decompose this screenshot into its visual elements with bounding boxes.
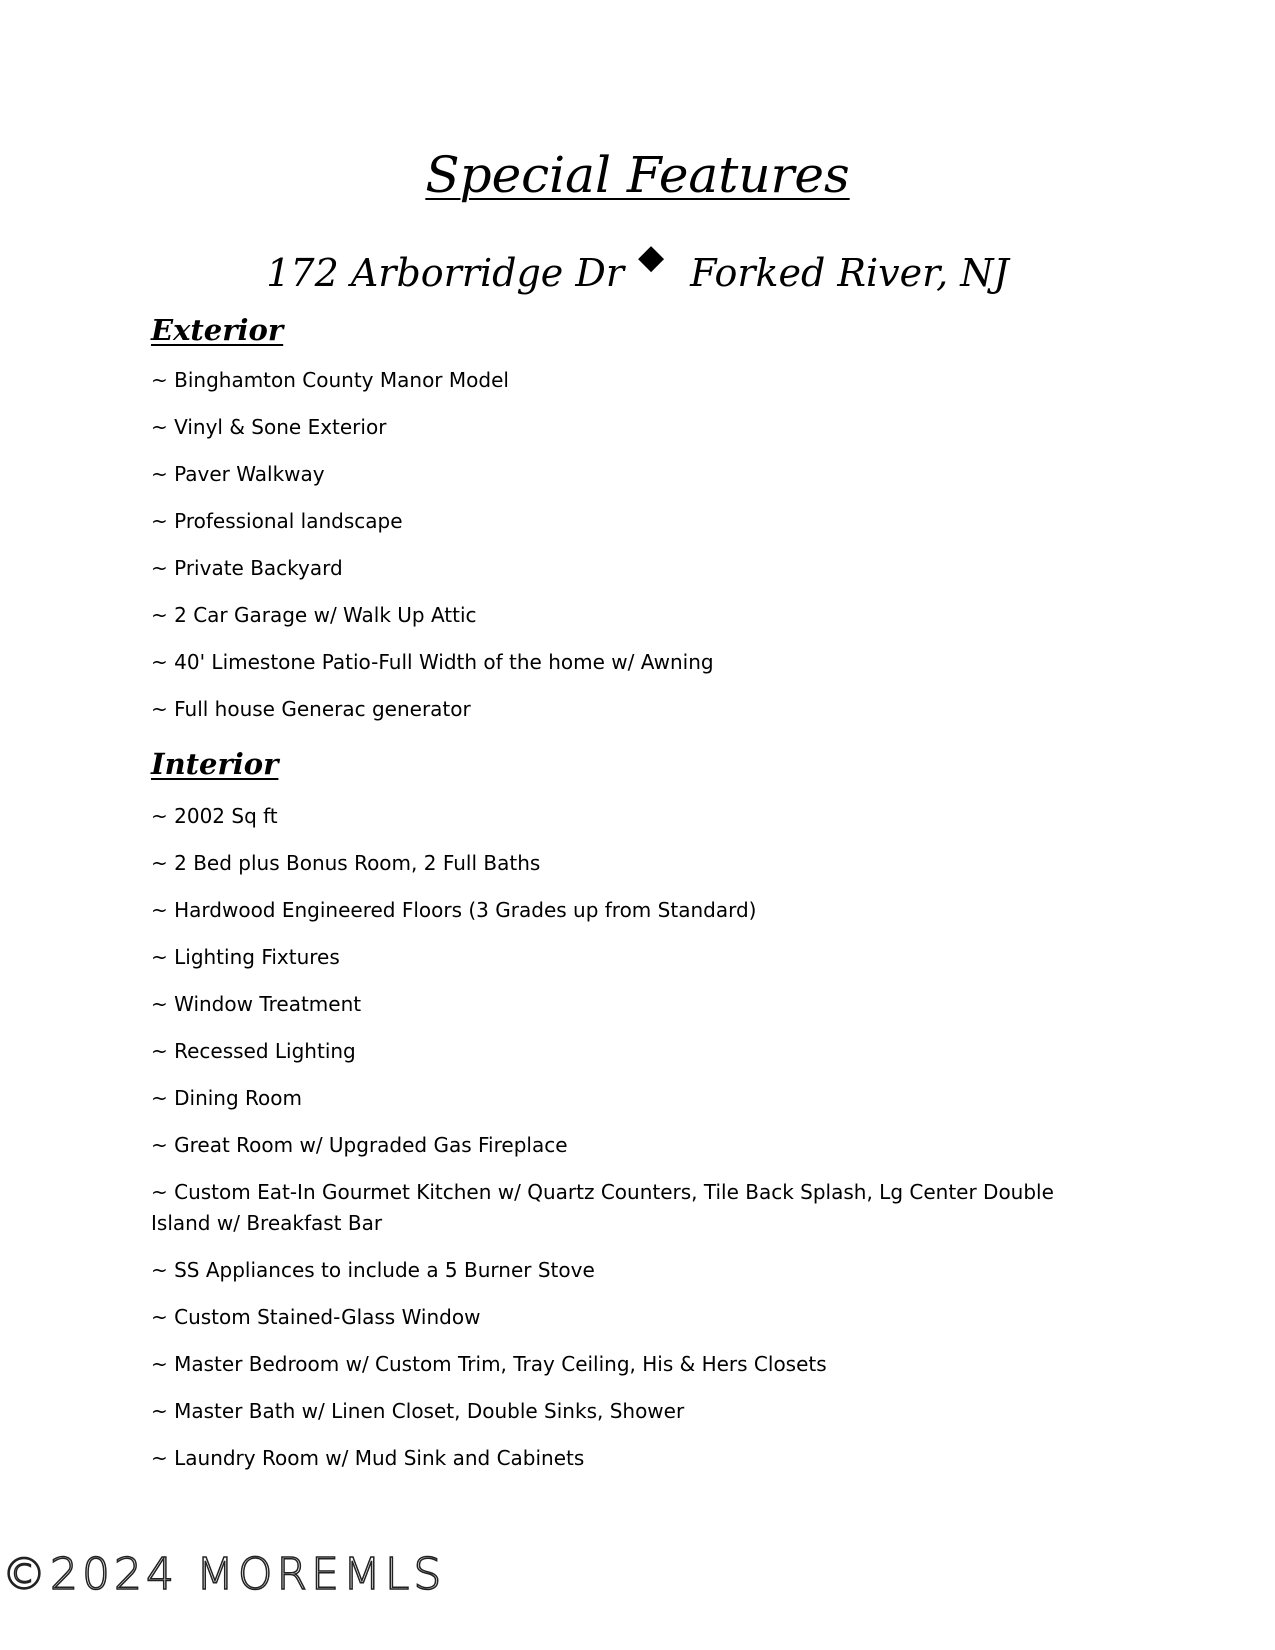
property-address	[0, 237, 1275, 295]
copyright-watermark: ©2024 MOREMLS	[2, 1549, 446, 1600]
list-item: ~ Lighting Fixtures	[151, 945, 340, 969]
list-item: ~ Master Bedroom w/ Custom Trim, Tray Ceiling, His & Hers Closets	[151, 1352, 827, 1376]
list-item: ~ 2002 Sq ft	[151, 804, 278, 828]
diamond-separator-icon: ◆	[638, 237, 665, 277]
list-item: ~ 2 Car Garage w/ Walk Up Attic	[151, 603, 477, 627]
list-item: ~ 40' Limestone Patio-Full Width of the home w/ Awning	[151, 650, 714, 674]
exterior-heading: Exterior	[151, 313, 284, 347]
address-street: 172 Arborridge Dr	[266, 251, 624, 295]
list-item: ~ Custom Eat-In Gourmet Kitchen w/ Quartz Counters, Tile Back Splash, Lg Center Double Island w/ Breakfast Bar	[151, 1180, 1054, 1235]
list-item: ~ Recessed Lighting	[151, 1039, 356, 1063]
address-city: Forked River, NJ	[690, 251, 1009, 295]
list-item: ~ Full house Generac generator	[151, 697, 471, 721]
list-item: ~ Professional landscape	[151, 509, 403, 533]
page-title-text: Special Features	[425, 146, 850, 204]
list-item: ~ Private Backyard	[151, 556, 343, 580]
list-item: ~ Vinyl & Sone Exterior	[151, 415, 387, 439]
list-item: ~ Laundry Room w/ Mud Sink and Cabinets	[151, 1446, 585, 1470]
list-item: ~ Great Room w/ Upgraded Gas Fireplace	[151, 1133, 568, 1157]
list-item: ~ Binghamton County Manor Model	[151, 368, 509, 392]
list-item: ~ Hardwood Engineered Floors (3 Grades up from Standard)	[151, 898, 757, 922]
list-item: ~ Master Bath w/ Linen Closet, Double Sinks, Shower	[151, 1399, 685, 1423]
list-item: ~ Dining Room	[151, 1086, 302, 1110]
list-item: ~ Custom Stained-Glass Window	[151, 1305, 481, 1329]
list-item: ~ Window Treatment	[151, 992, 362, 1016]
interior-heading: Interior	[151, 747, 279, 781]
interior-feature-list	[151, 801, 1111, 1490]
list-item: ~ SS Appliances to include a 5 Burner Stove	[151, 1258, 595, 1282]
page-title	[0, 146, 1275, 204]
exterior-feature-list	[151, 365, 1111, 741]
list-item: ~ Paver Walkway	[151, 462, 325, 486]
list-item: ~ 2 Bed plus Bonus Room, 2 Full Baths	[151, 851, 541, 875]
